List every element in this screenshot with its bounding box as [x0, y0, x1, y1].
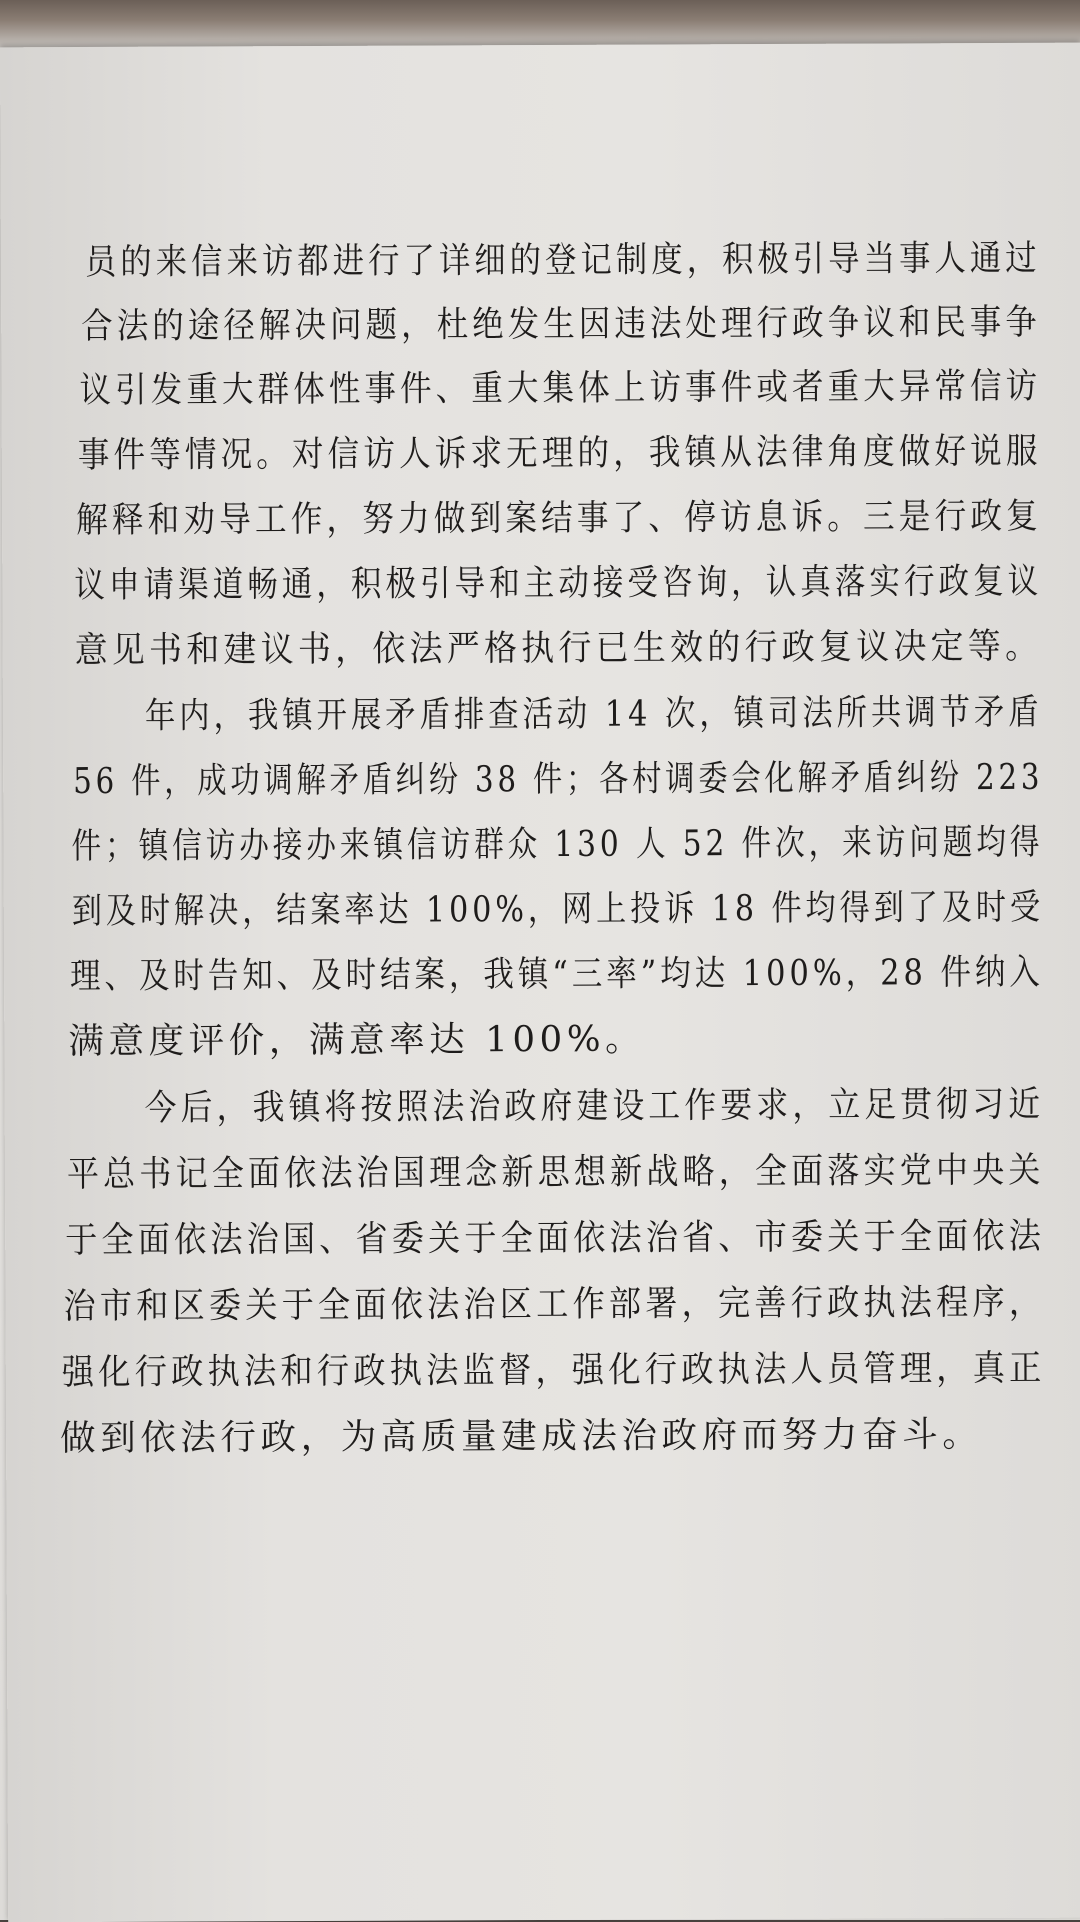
- text-line: 事件等情况。对信访人诉求无理的，我镇从法律角度做好说服: [77, 430, 1042, 477]
- text-line: 56 件，成功调解矛盾纠纷 38 件；各村调委会化解矛盾纠纷 223: [73, 756, 1044, 803]
- text-line: 解释和劝导工作，努力做到案结事了、停访息诉。三是行政复: [75, 495, 1042, 542]
- text-line: 治市和区委关于全面依法治区工作部署，完善行政执法程序，: [63, 1281, 1046, 1328]
- text-line: 强化行政执法和行政执法监督，强化行政执法人员管理，真正: [61, 1347, 1046, 1394]
- text-line: 年内，我镇开展矛盾排查活动 14 次，镇司法所共调节矛盾: [144, 691, 1043, 737]
- text-line: 到及时解决，结案率达 100%，网上投诉 18 件均得到了及时受: [71, 886, 1045, 933]
- text-line: 做到依法行政，为高质量建成法治政府而努力奋斗。: [59, 1414, 983, 1460]
- text-line: 合法的途径解决问题，杜绝发生因违法处理行政争议和民事争: [81, 301, 1042, 348]
- text-line: 理、及时告知、及时结案，我镇“三率”均达 100%，28 件纳入: [69, 951, 1044, 998]
- text-line: 平总书记全面依法治国理念新思想新战略，全面落实党中央关: [66, 1149, 1045, 1196]
- text-line: 议引发重大群体性事件、重大集体上访事件或者重大异常信访: [79, 365, 1042, 412]
- text-line: 议申请渠道畅通，积极引导和主动接受咨询，认真落实行政复议: [74, 560, 1043, 607]
- text-line: 员的来信来访都进行了详细的登记制度，积极引导当事人通过: [84, 237, 1041, 283]
- text-line: 今后，我镇将按照法治政府建设工作要求，立足贯彻习近: [144, 1083, 1045, 1129]
- text-line: 满意度评价，满意率达 100%。: [68, 1018, 646, 1063]
- text-line: 件；镇信访办接办来镇信访群众 130 人 52 件次，来访问题均得: [71, 821, 1044, 868]
- text-line: 于全面依法治国、省委关于全面依法治省、市委关于全面依法: [65, 1215, 1046, 1262]
- document-page: [0, 43, 1080, 1922]
- text-line: 意见书和建议书，依法严格执行已生效的行政复议决定等。: [74, 625, 1043, 672]
